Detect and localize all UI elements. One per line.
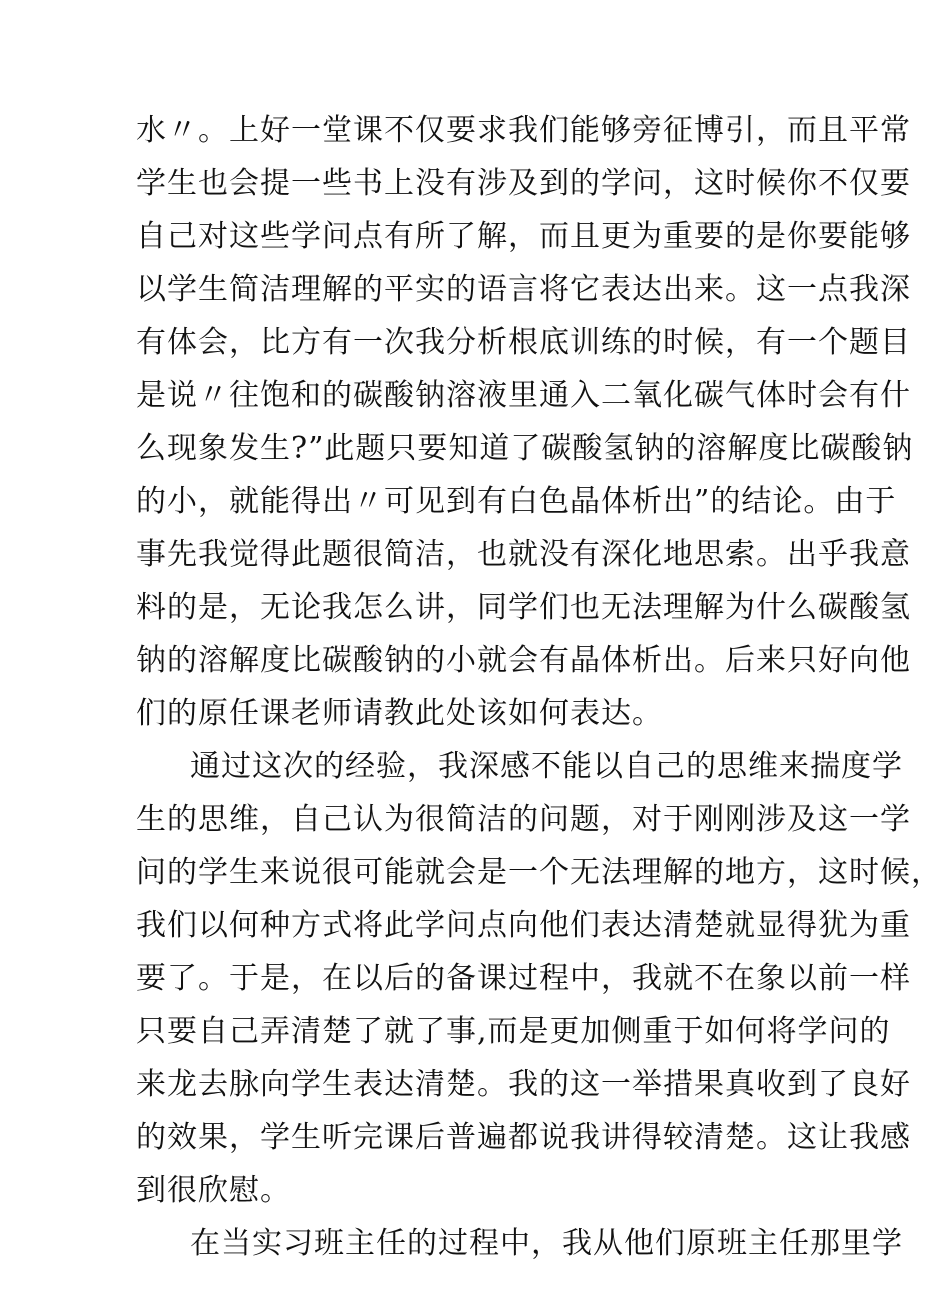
paragraph-1-line-7: 么现象发生?”此题只要知道了碳酸氢钠的溶解度比碳酸钠 [136, 431, 914, 466]
paragraph-2-line-5: 要了。于是，在以后的备课过程中，我就不在象以前一样 [136, 961, 911, 996]
document-body [136, 104, 942, 1270]
paragraph-2-line-8: 的效果，学生听完课后普遍都说我讲得较清楚。这让我感 [136, 1120, 911, 1155]
paragraph-1-line-6: 是说〃往饱和的碳酸钠溶液里通入二氧化碳气体时会有什 [136, 378, 911, 413]
paragraph-2-line-6: 只要自己弄清楚了就了事,而是更加侧重于如何将学问的 [136, 1014, 891, 1049]
paragraph-2-line-7: 来龙去脉向学生表达清楚。我的这一举措果真收到了良好 [136, 1067, 911, 1102]
paragraph-2-line-4: 我们以何种方式将此学问点向他们表达清楚就显得犹为重 [136, 908, 911, 943]
paragraph-1-line-10: 料的是，无论我怎么讲，同学们也无法理解为什么碳酸氢 [136, 590, 911, 625]
paragraph-1-line-2: 学生也会提一些书上没有涉及到的学问，这时候你不仅要 [136, 166, 911, 201]
paragraph-1-line-8: 的小，就能得出〃可见到有白色晶体析出”的结论。由于 [136, 484, 897, 519]
paragraph-1-line-4: 以学生简洁理解的平实的语言将它表达出来。这一点我深 [136, 272, 911, 307]
paragraph-2-line-3: 问的学生来说很可能就会是一个无法理解的地方，这时候， [136, 855, 942, 890]
paragraph-1-line-1: 水〃。上好一堂课不仅要求我们能够旁征博引，而且平常 [136, 113, 911, 148]
paragraph-1-line-3: 自己对这些学问点有所了解，而且更为重要的是你要能够 [136, 219, 911, 254]
paragraph-1-line-9: 事先我觉得此题很简洁，也就没有深化地思索。出乎我意 [136, 537, 911, 572]
paragraph-2-line-2: 生的思维，自己认为很简洁的问题，对于刚刚涉及这一学 [136, 802, 911, 837]
paragraph-2-line-1: 通过这次的经验，我深感不能以自己的思维来揣度学 [190, 749, 903, 784]
paragraph-1-line-5: 有体会，比方有一次我分析根底训练的时候，有一个题目 [136, 325, 911, 360]
paragraph-2-line-9: 到很欣慰。 [136, 1173, 291, 1208]
paragraph-3-line-1: 在当实习班主任的过程中，我从他们原班主任那里学 [190, 1226, 903, 1261]
paragraph-1-line-12: 们的原任课老师请教此处该如何表达。 [136, 696, 663, 731]
paragraph-1-line-11: 钠的溶解度比碳酸钠的小就会有晶体析出。后来只好向他 [136, 643, 911, 678]
